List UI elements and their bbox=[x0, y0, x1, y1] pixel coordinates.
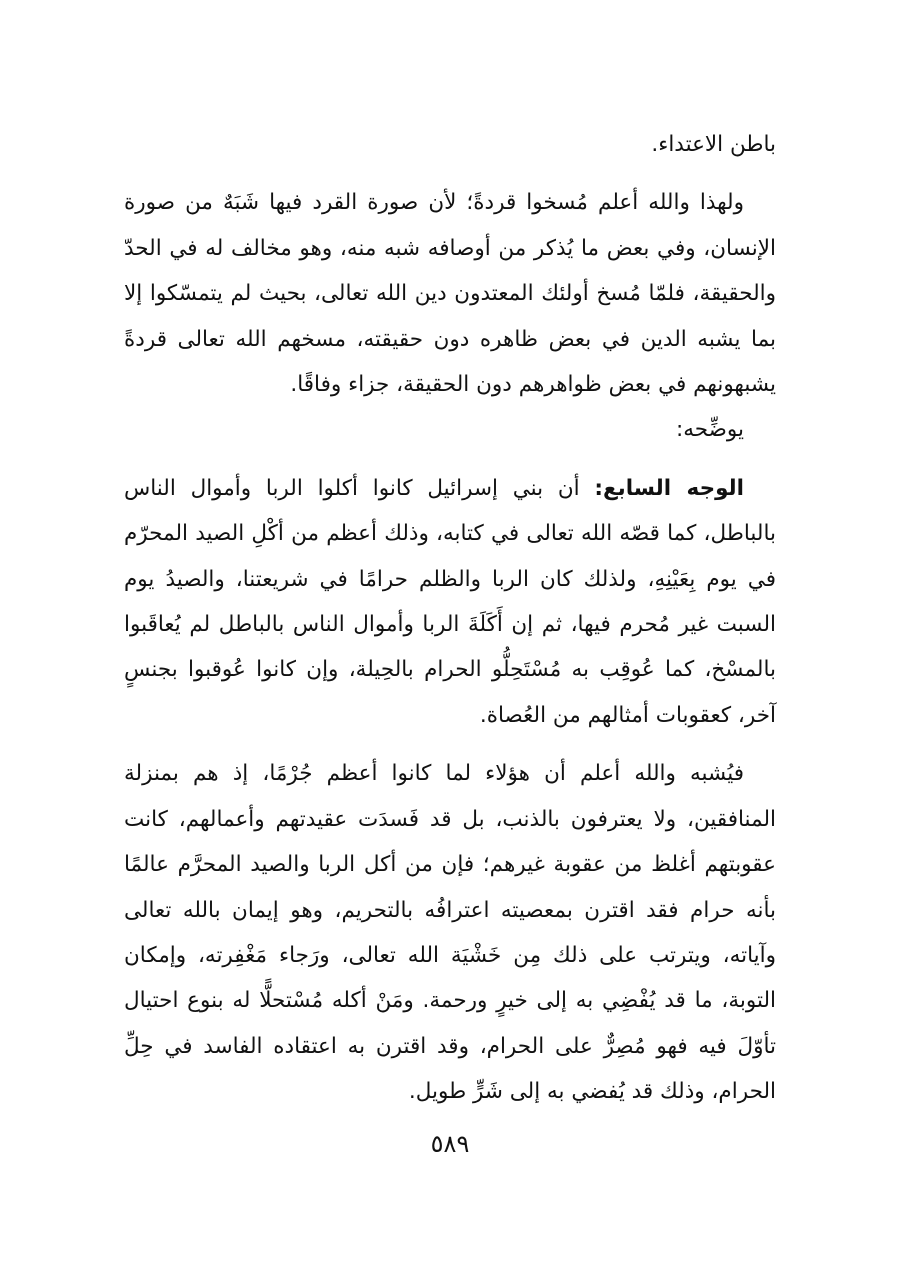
paragraph-2: ولهذا والله أعلم مُسخوا قردةً؛ لأن صورة القرد فيها شَبَهٌ من صورة الإنسان، وفي بعض ما يُذكر من أوصافه شبه منه، وهو مخالف له في الحدّ والحقيقة، فلمّا مُسخ أولئك المعتدون دين الله تعالى، بحيث لم يتمسّكوا إلا بما يشبه الدين في بعض ظاهره دون حقيقته، مسخهم الله تعالى قردةً يشبهونهم في بعض ظواهرهم دون الحقيقة، جزاء وفاقًا. bbox=[124, 190, 776, 398]
paragraph-seventh-aspect bbox=[124, 466, 776, 738]
seventh-aspect-heading: الوجه السابع: bbox=[594, 475, 744, 501]
paragraph-3: يوضِّحه: bbox=[676, 417, 744, 443]
page-number: ٥٨٩ bbox=[430, 1130, 470, 1158]
paragraph-1: باطن الاعتداء. bbox=[651, 132, 776, 157]
seventh-aspect-body: أن بني إسرائيل كانوا أكلوا الربا وأموال الناس بالباطل، كما قصّه الله تعالى في كتابه، وذلك أعظم من أكْلِ الصيد المحرّم في يوم بِعَيْنِهِ، ولذلك كان الربا والظلم حرامًا في شريعتنا، والصيدُ يوم السبت غير مُحرم فيها، ثم إن أَكَلَةَ الربا وأموال الناس بالباطل لم يُعاقَبوا بالمسْخ، كما عُوقِب به مُسْتَحِلُّو الحرام بالحِيلة، وإن كانوا عُوقبوا بجنسٍ آخر، كعقوبات أمثالهم من العُصاة. bbox=[124, 475, 776, 728]
page-text bbox=[124, 122, 776, 1115]
paragraph-last: فيُشبه والله أعلم أن هؤلاء لما كانوا أعظم جُرْمًا، إذ هم بمنزلة المنافقين، ولا يعترفون بالذنب، بل قد فَسدَت عقيدتهم وأعمالهم، كانت عقوبتهم أغلظ من عقوبة غيرهم؛ فإن من أكل الربا والصيد المحرَّم عالمًا بأنه حرام فقد اقترن بمعصيته اعترافُه بالتحريم، وهو إيمان بالله تعالى وآياته، ويترتب على ذلك مِن خَشْيَة الله تعالى، ورَجاء مَغْفِرته، وإمكان التوبة، ما قد يُفْضِي به إلى خيرٍ ورحمة. ومَنْ أكله مُسْتحلًّا له بنوع احتيال تأوّلَ فيه فهو مُصِرٌّ على الحرام، وقد اقترن به اعتقاده الفاسد في حِلِّ الحرام، وذلك قد يُفضي به إلى شَرٍّ طويل. bbox=[124, 761, 776, 1105]
